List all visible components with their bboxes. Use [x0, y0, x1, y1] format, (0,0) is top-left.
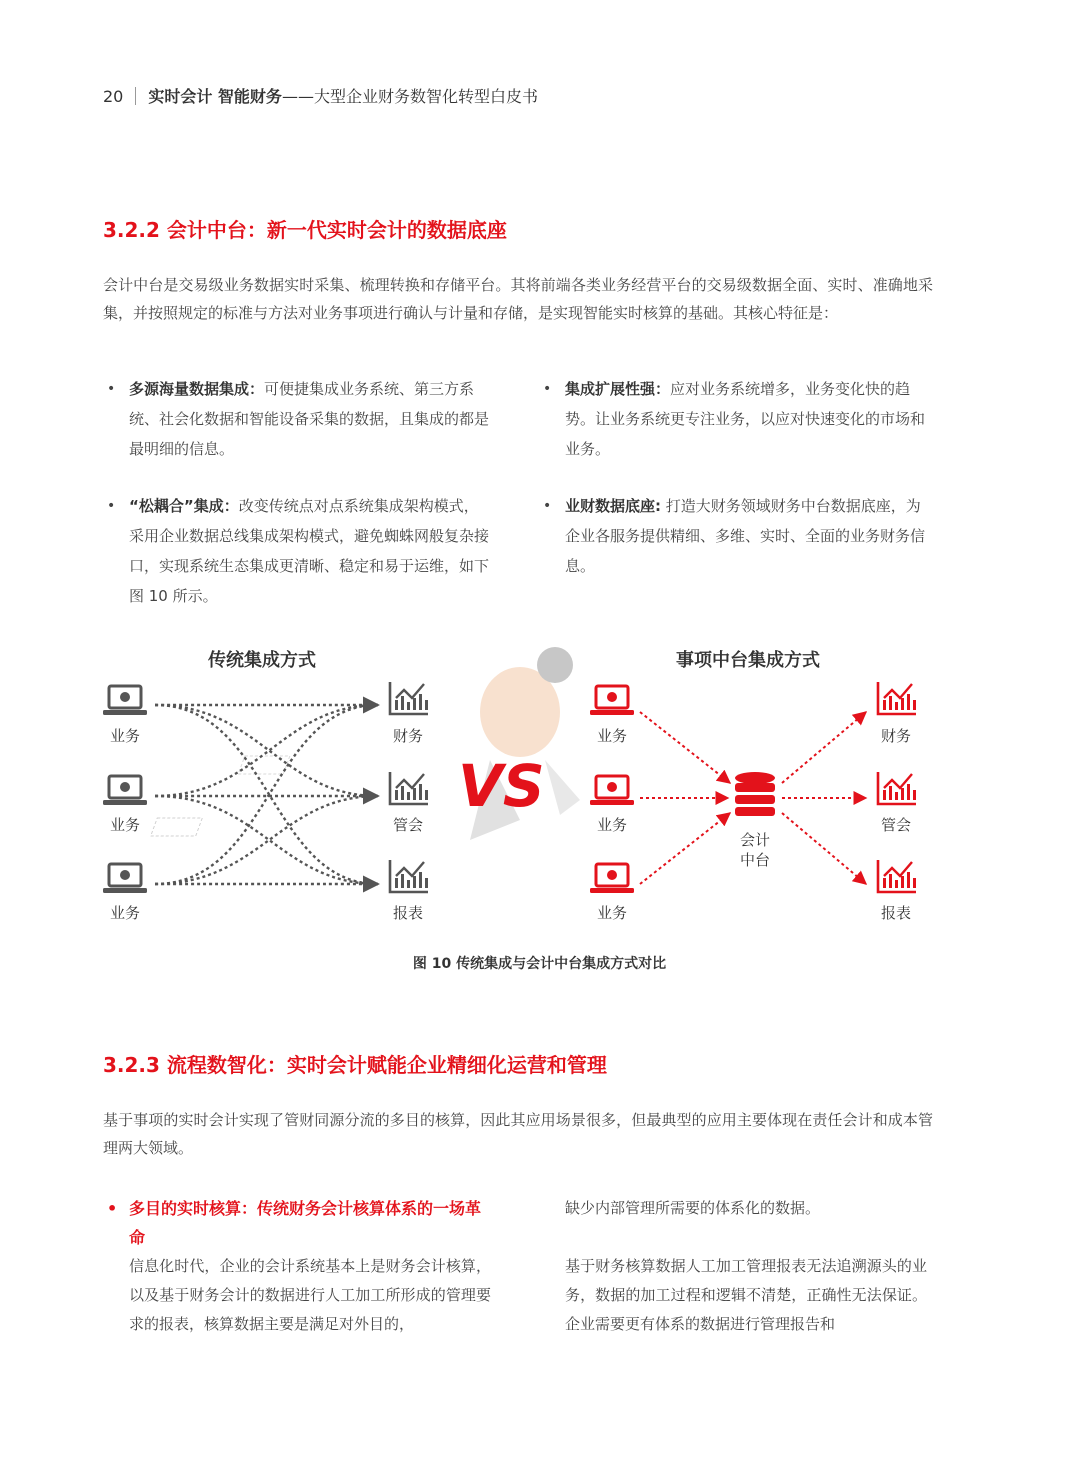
bullet-text: 可便捷集成业务系统、第三方系统、社会化数据和智能设备采集的数据，且集成的都是最明细的信息。 [129, 380, 490, 458]
bullet-title: 业财数据底座: [565, 497, 661, 515]
business-label: 业务 [109, 816, 140, 834]
business-laptop-icon [590, 864, 634, 893]
bullet-title: 多源海量数据集成： [129, 380, 265, 398]
red-bullet-heading [107, 1194, 491, 1252]
management-label: 管会 [392, 816, 423, 834]
management-label: 管会 [880, 816, 911, 834]
legacy-connections [155, 705, 378, 884]
business-label: 业务 [109, 904, 140, 922]
header-title-rest: ——大型企业财务数智化转型白皮书 [281, 87, 538, 106]
bullet-text: 改变传统点对点系统集成架构模式，采用企业数据总线集成架构模式，避免蜘蛛网般复杂接口，实现系统生态集成更清晰、稳定和易于运维，如下图 10 所示。 [129, 497, 490, 605]
left-column-text: 信息化时代，企业的会计系统基本上是财务会计核算，以及基于财务会计的数据进行人工加工所形成的管理要求的报表，核算数据主要是满足对外目的， [129, 1257, 491, 1333]
bullet-dot: • [107, 381, 116, 397]
section-heading-323: 3.2.3 流程数智化：实时会计赋能企业精细化运营和管理 [103, 1053, 607, 1077]
business-laptop-icon [103, 686, 147, 715]
bullet-dot: • [107, 1199, 118, 1218]
figure-right-title: 事项中台集成方式 [676, 650, 820, 671]
figure-caption: 图 10 传统集成与会计中台集成方式对比 [412, 956, 667, 972]
business-laptop-icon [590, 686, 634, 715]
business-label: 业务 [596, 904, 627, 922]
bullet-text: 打造大财务领域财务中台数据底座，为企业各服务提供精细、多维、实时、全面的业务财务信息。 [565, 497, 926, 575]
business-laptop-icon [590, 776, 634, 805]
database-hub-icon [735, 772, 775, 816]
bullet-title: “松耦合”集成： [129, 497, 239, 515]
report-label: 报表 [880, 904, 911, 922]
hub-label-line-1: 会计 [739, 831, 770, 849]
hub-label-line-2: 中台 [739, 851, 770, 869]
versus-label: VS [458, 752, 545, 820]
management-chart-icon [390, 772, 428, 804]
business-label: 业务 [596, 727, 627, 745]
right-column-text-2: 基于财务核算数据人工加工管理报表无法追溯源头的业务，数据的加工过程和逻辑不清楚，正确性无法保证。企业需要更有体系的数据进行管理报告和 [565, 1257, 927, 1333]
figure-left-title: 传统集成方式 [208, 650, 316, 671]
page-number: 20 [103, 87, 124, 106]
business-label: 业务 [596, 816, 627, 834]
right-column-text-1: 缺少内部管理所需要的体系化的数据。 [565, 1199, 821, 1217]
finance-chart-icon [390, 682, 428, 714]
report-label: 报表 [392, 904, 423, 922]
bullet-dot: • [543, 381, 552, 397]
finance-label: 财务 [880, 727, 911, 745]
section-323-intro: 基于事项的实时会计实现了管财同源分流的多目的核算，因此其应用场景很多，但最典型的应用主要体现在责任会计和成本管理两大领域。 [103, 1111, 933, 1157]
management-chart-icon [878, 772, 916, 804]
business-laptop-icon [103, 864, 147, 893]
section-322-intro: 会计中台是交易级业务数据实时采集、梳理转换和存储平台。其将前端各类业务经营平台的交易级数据全面、实时、准确地采集，并按照规定的标准与方法对业务事项进行确认与计量和存储，是实现智能实时核算的基础。其核心特征是： [103, 276, 933, 322]
bullet-text: 应对业务系统增多，业务变化快的趋势。让业务系统更专注业务，以应对快速变化的市场和业务。 [565, 380, 926, 458]
report-chart-icon [390, 860, 428, 892]
red-bullet-text: 多目的实时核算：传统财务会计核算体系的一场革命 [129, 1199, 482, 1247]
finance-chart-icon [878, 682, 916, 714]
business-laptop-icon [103, 776, 147, 805]
finance-label: 财务 [392, 727, 423, 745]
bullet-dot: • [543, 498, 552, 514]
report-chart-icon [878, 860, 916, 892]
bullet-title: 集成扩展性强： [565, 380, 671, 398]
header-title-bold: 实时会计 智能财务 [148, 87, 282, 106]
bullet-dot: • [107, 498, 116, 514]
business-label: 业务 [109, 727, 140, 745]
section-heading-322: 3.2.2 会计中台：新一代实时会计的数据底座 [103, 218, 507, 242]
